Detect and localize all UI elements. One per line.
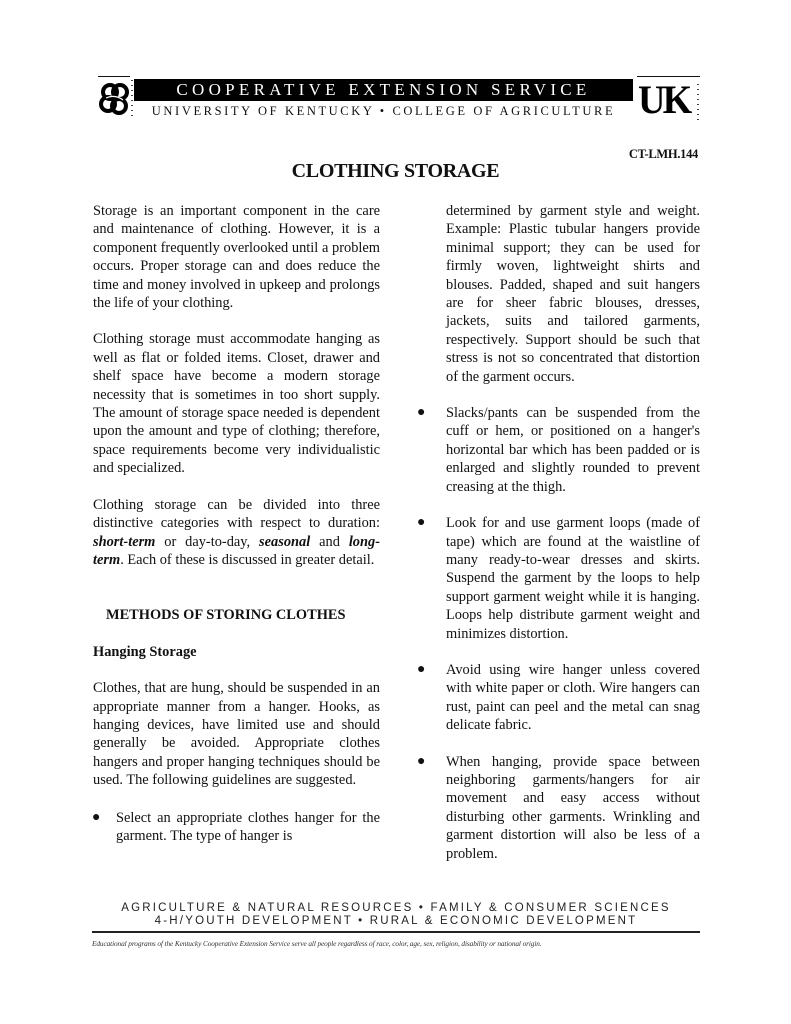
header-rule: [98, 76, 130, 77]
left-column: [93, 202, 380, 845]
footer-programs-line-1: AGRICULTURE & NATURAL RESOURCES • FAMILY & CONSUMER SCIENCES: [121, 902, 671, 914]
bullet-text: Avoid using wire hanger unless covered with white paper or cloth. Wire hangers can rust, paint can peel and the metal can snag delicate fabric.: [446, 661, 700, 734]
bullet-text: Look for and use garment loops (made of tape) which are found at the waistline of many ready-to-wear dresses and skirts. Suspend the garment by the loops to help support garment weight while it is hanging. Loops help distribute garment weight and minimizes distortion.: [446, 515, 700, 642]
bullet-icon: ●: [417, 753, 426, 769]
list-item: [417, 514, 700, 643]
bullet-text: Select an appropriate clothes hanger for the garment. The type of hanger is: [116, 809, 380, 844]
nondiscrimination-notice: Educational programs of the Kentucky Cooperative Extension Service serve all people regardless of race, color, age, sex, religion, disability or national origin.: [92, 939, 542, 948]
categories-text-b: or day-to-day,: [155, 533, 260, 550]
footer-programs-line-2: 4-H/YOUTH DEVELOPMENT • RURAL & ECONOMIC DEVELOPMENT: [154, 915, 638, 927]
list-item: [93, 809, 380, 846]
bullet-icon: ●: [417, 405, 426, 421]
categories-text-a: Clothing storage can be divided into three distinctive categories with respect to duration:: [93, 496, 380, 532]
list-item: [417, 753, 700, 863]
hanging-paragraph: Clothes, that are hung, should be suspended in an appropriate manner from a hanger. Hooks, as hanging devices, have limited use and should generally be avoided. Appropriate clothes hangers and proper hanging techniques should be used. The following guidelines are suggested.: [93, 680, 380, 789]
header-dots-right: [697, 84, 699, 120]
space-paragraph: Clothing storage must accommodate hanging as well as flat or folded items. Closet, drawer and shelf space have become a modern storage necessity that is sometimes in too short supply. The amount of storage space needed is dependent upon the amount and type of clothing; therefore, space requirements become very individualistic and specialized.: [93, 331, 380, 477]
term-seasonal: seasonal: [259, 533, 311, 550]
bullet-icon: ●: [417, 661, 426, 677]
term-long-term: long-term: [93, 533, 380, 568]
term-short-term: short-term: [93, 533, 156, 550]
bullet-continuation: determined by garment style and weight. Example: Plastic tubular hangers provide minimal support; they can be used for firmly woven, lightweight shirts and blouses. Padded, shaped and suit hangers are for sheer fabric blouses, dresses, jackets, suits and tailored garments, respectively. Support should be such that stress is not so concentrated that distortion of the garment occurs.: [446, 203, 700, 385]
bullet-text: Slacks/pants can be suspended from the cuff or hem, or positioned on a hanger's horizontal bar which has been padded or is enlarged and slightly rounded to prevent creasing at the thigh.: [446, 405, 700, 495]
categories-text-d: . Each of these is discussed in greater detail.: [120, 551, 375, 568]
subheading-hanging-storage: Hanging Storage: [93, 643, 197, 660]
intro-paragraph: Storage is an important component in the care and maintenance of clothing. However, it is a component frequently overlooked until a problem occurs. Proper storage can and does reduce the time and money involved in upkeep and prolongs the life of your clothing.: [93, 203, 380, 312]
university-subtitle: UNIVERSITY OF KENTUCKY • COLLEGE OF AGRICULTURE: [151, 104, 616, 118]
bullet-icon: ●: [92, 809, 101, 825]
categories-paragraph: [93, 496, 380, 570]
footer-rule: [92, 931, 700, 933]
bullet-icon: ●: [417, 515, 426, 531]
header-dots-left: [131, 80, 133, 120]
categories-text-c: and: [310, 533, 349, 550]
list-item: [417, 661, 700, 735]
document-number: CT-LMH.144: [628, 147, 698, 161]
service-name-banner: COOPERATIVE EXTENSION SERVICE: [134, 79, 633, 101]
bullet-text: When hanging, provide space between neighboring garments/hangers for air movement and easy access without disturbing other garments. Wrinkling and garment distortion will also be less of a problem.: [446, 753, 700, 862]
page-title: CLOTHING STORAGE: [291, 160, 500, 182]
list-item: [417, 404, 700, 496]
uk-logo: UK: [638, 77, 690, 122]
section-heading: METHODS OF STORING CLOTHES: [106, 607, 346, 624]
right-column: [417, 202, 700, 863]
extension-seal-icon: [97, 80, 133, 118]
